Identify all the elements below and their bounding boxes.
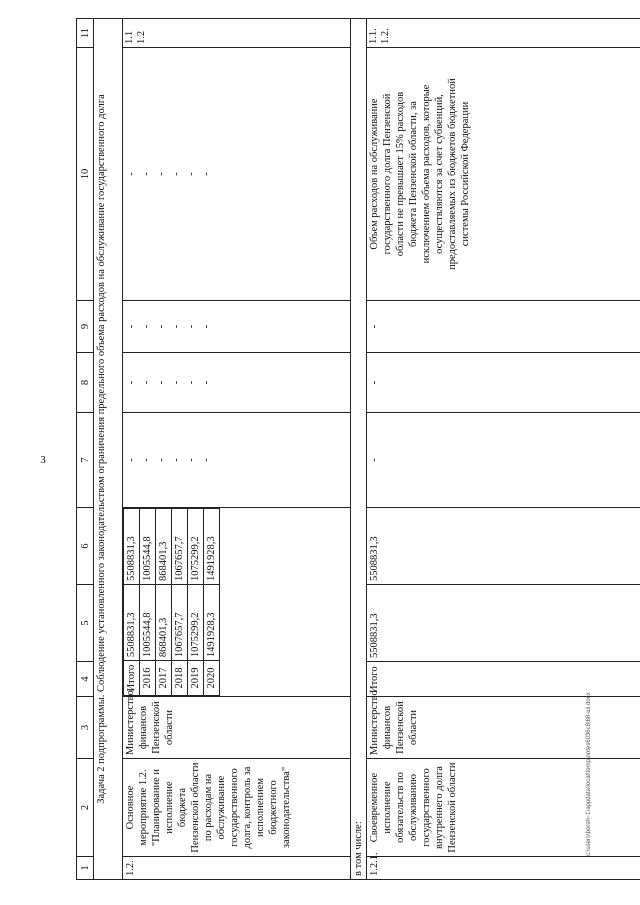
row-number: 1.2. <box>123 857 351 880</box>
funding-value: 1067657,7 <box>172 509 188 585</box>
indicator-refs: 1.1. 1.2. <box>367 19 640 48</box>
header-cell: 9 <box>77 301 94 353</box>
funding-value: 1067657,7 <box>172 585 188 661</box>
header-cell: 2 <box>77 759 94 857</box>
indicator-refs: 1.1 1.2 <box>123 19 351 48</box>
funding-value: 1075299,2 <box>188 585 204 661</box>
header-cell: 11 <box>77 19 94 48</box>
task-title: Задача 2 подпрограммы. Соблюдение установленного законодательством ограничения предельного объема расходов на обслуживание государственного долга <box>94 19 123 880</box>
funding-row <box>188 509 204 696</box>
funding-value: 1005544,8 <box>140 585 156 661</box>
header-cell: 3 <box>77 697 94 759</box>
header-cell: 1 <box>77 857 94 880</box>
header-cell: 10 <box>77 48 94 301</box>
col7-values: - - - - - - <box>123 413 351 508</box>
file-path-footer: c:\users\borsh~1\appdata\local\temp\notes6036c8\68-ші.docx <box>586 692 592 856</box>
executor: Министерство финансов Пензенской области <box>367 697 640 759</box>
funding-row <box>156 509 172 696</box>
task-title-row <box>94 19 123 880</box>
funding-value: 868401,3 <box>156 509 172 585</box>
activity-name: Основное мероприятие 1.2. "Планирование и исполнение бюджета Пензенской области по расходам на обслуживание государственного долга, контроль за исполнением бюджетного законодательства" <box>123 759 351 857</box>
col9-values: - - - - - - <box>123 301 351 353</box>
year-label: 2018 <box>172 661 188 696</box>
including-label: в том числе: <box>351 19 367 880</box>
col10-values: - - - - - - <box>123 48 351 301</box>
including-row <box>351 19 367 880</box>
col9-value: - <box>367 301 640 353</box>
table-row <box>367 19 640 880</box>
funding-row <box>172 509 188 696</box>
funding-value: 5508831,3 <box>124 509 140 585</box>
year-label: Итого <box>124 661 140 696</box>
year-label: 2020 <box>204 661 220 696</box>
header-cell: 4 <box>77 662 94 697</box>
funding-value: 868401,3 <box>156 585 172 661</box>
activity-name: Своевременное исполнение обязательств по обслуживанию государственного внутреннего долга Пензенской области <box>367 759 640 857</box>
year-label: 2019 <box>188 661 204 696</box>
funding-by-year <box>123 508 220 696</box>
expected-result: Объем расходов на обслуживание государственного долга Пензенской области не превышает 15% расходов бюджета Пензенской области, за исключением объема расходов, которые осуществляются за счет субвенций, предоставляемых из бюджетов бюджетной системы Российской Федерации <box>367 48 640 301</box>
funding-value: 5508831,3 <box>367 508 640 585</box>
header-cell: 5 <box>77 585 94 662</box>
executor: Министерство финансов Пензенской области <box>123 697 351 759</box>
header-cell: 6 <box>77 508 94 585</box>
row-number: 1.2.1. <box>367 857 640 880</box>
funding-value: 5508831,3 <box>367 585 640 662</box>
header-row <box>77 19 94 880</box>
program-table <box>76 18 640 880</box>
page-number: 3 <box>40 454 46 466</box>
year-label: 2017 <box>156 661 172 696</box>
funding-value: 1491928,3 <box>204 509 220 585</box>
funding-value: 5508831,3 <box>124 585 140 661</box>
year-label: 2016 <box>140 661 156 696</box>
funding-value: 1005544,8 <box>140 509 156 585</box>
funding-row <box>124 509 140 696</box>
col7-value: - <box>367 413 640 508</box>
funding-value: 1491928,3 <box>204 585 220 661</box>
funding-value: 1075299,2 <box>188 509 204 585</box>
funding-cell <box>123 508 351 697</box>
col8-values: - - - - - - <box>123 353 351 413</box>
header-cell: 7 <box>77 413 94 508</box>
funding-row <box>140 509 156 696</box>
funding-row <box>204 509 220 696</box>
table-row <box>123 19 351 880</box>
col8-value: - <box>367 353 640 413</box>
year-label: Итого <box>367 662 640 697</box>
header-cell: 8 <box>77 353 94 413</box>
